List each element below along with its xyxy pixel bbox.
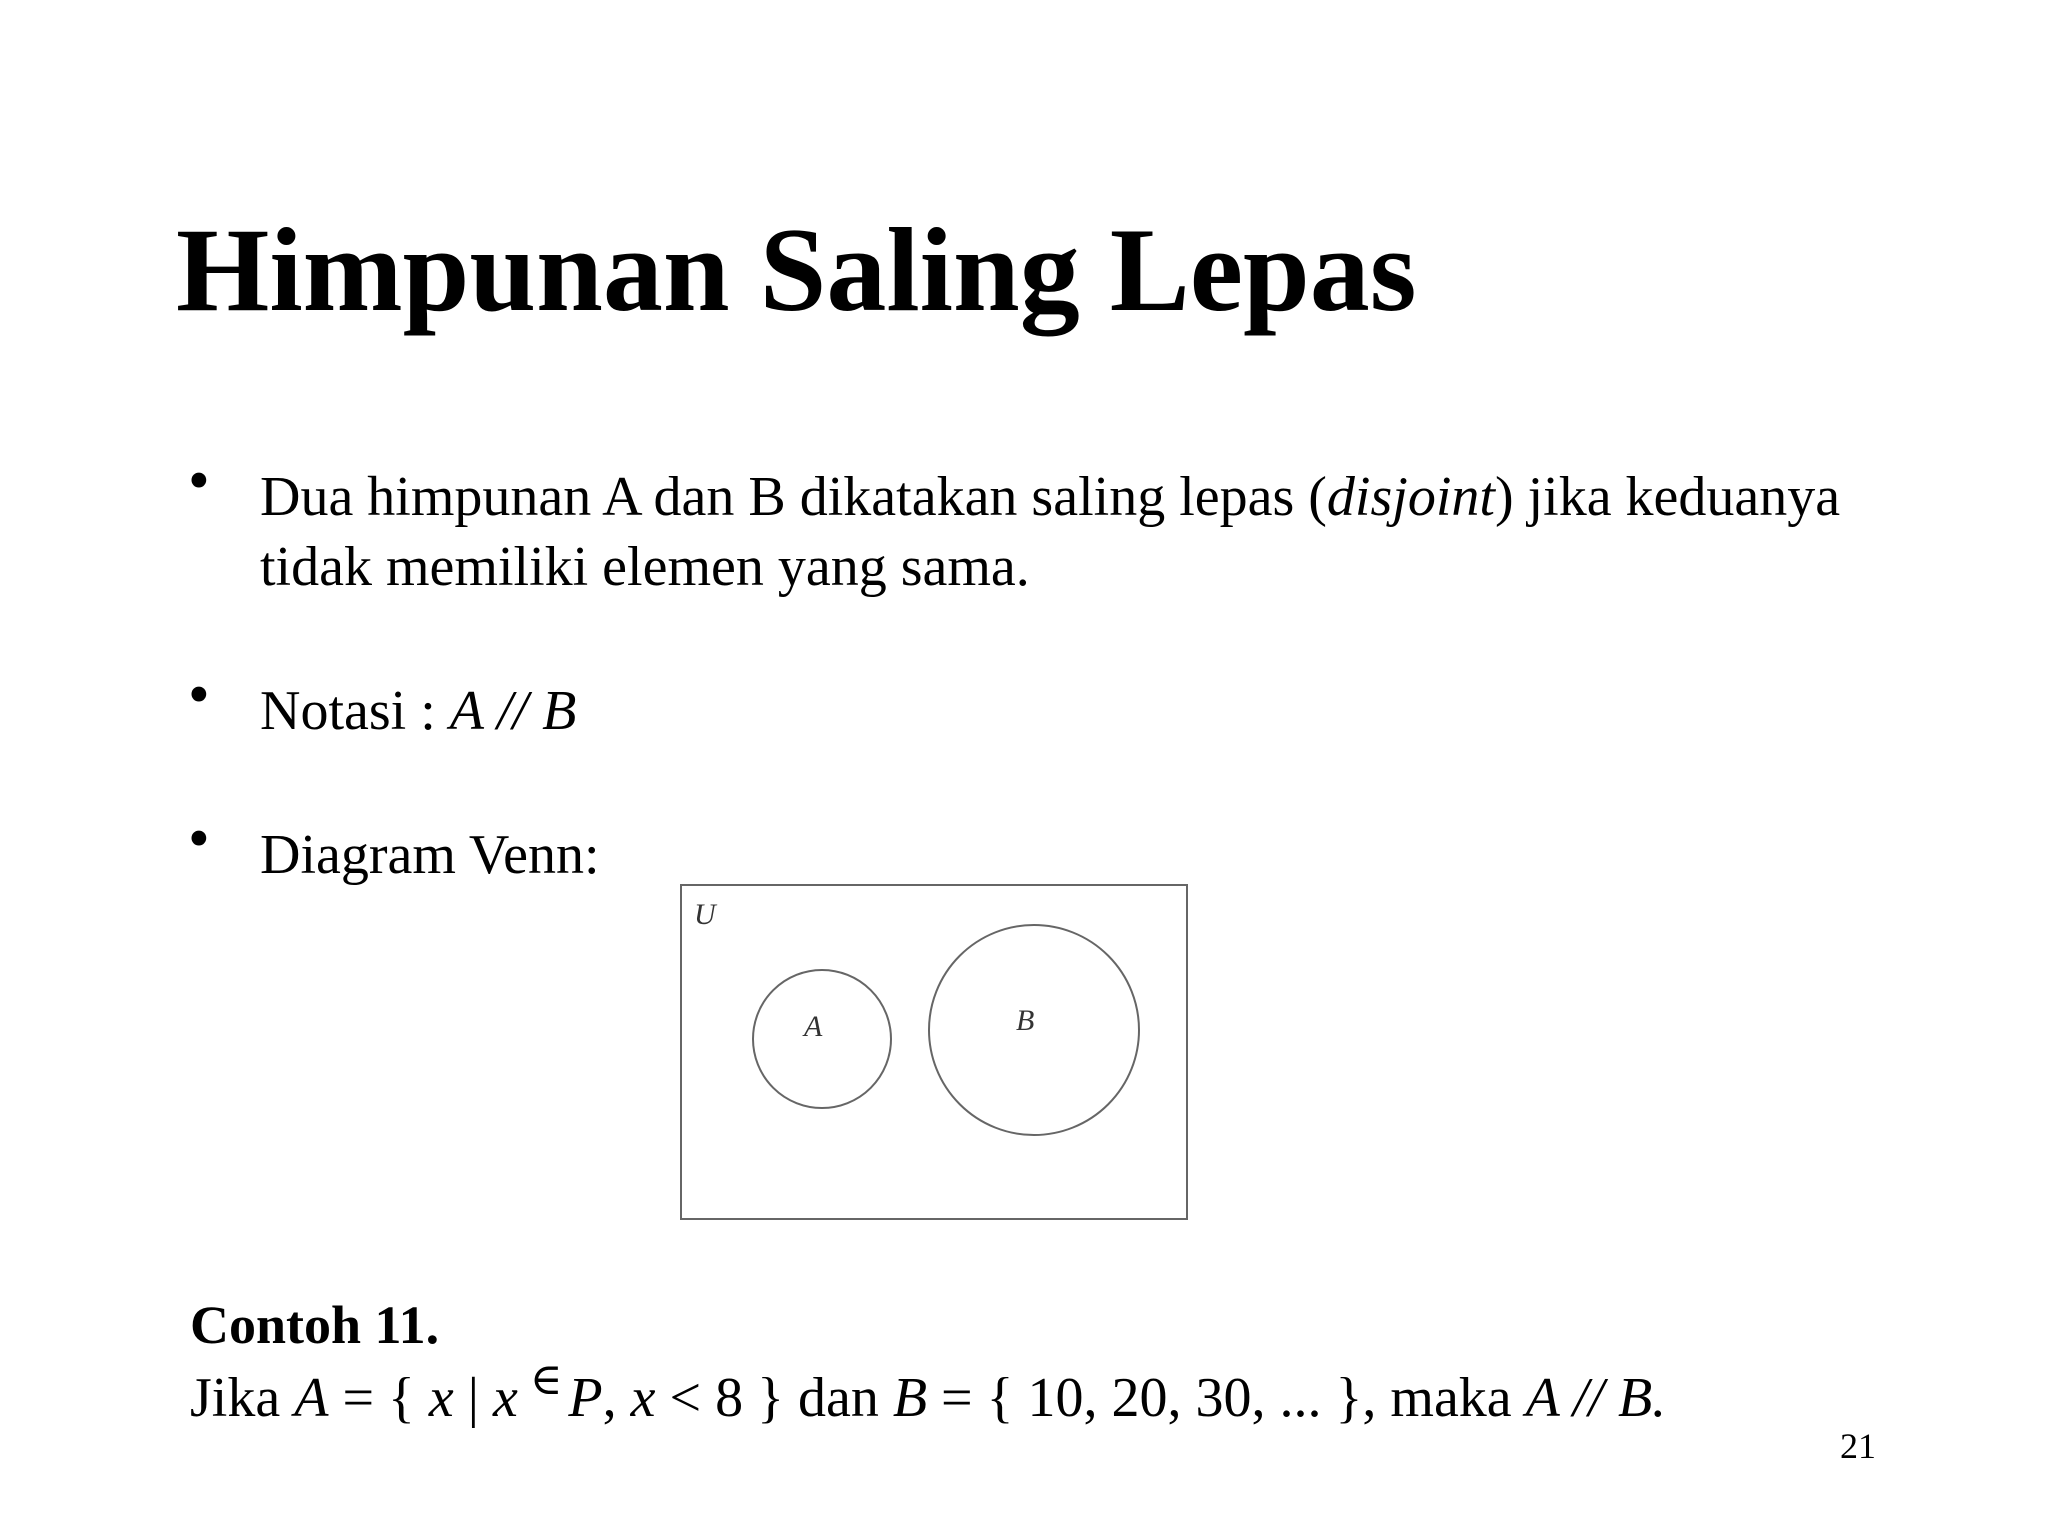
example-text-part: < 8 } dan	[655, 1367, 893, 1429]
example-heading: Contoh 11.	[190, 1295, 440, 1355]
variable-x: x	[630, 1367, 656, 1429]
definition-line-1	[260, 462, 1840, 532]
variable-x: x	[492, 1367, 518, 1429]
bullet-notation	[260, 676, 576, 746]
bullet-venn-caption	[260, 820, 600, 890]
element-of-symbol: ∈	[529, 1354, 563, 1405]
example-text-part: = {	[328, 1367, 429, 1429]
set-p-symbol: P	[568, 1367, 603, 1429]
variable-x: x	[428, 1367, 454, 1429]
bullet-marker: •	[188, 661, 210, 729]
set-a-label: A	[804, 1010, 823, 1043]
notation-formula: A // B	[449, 680, 577, 742]
page-number: 21	[1840, 1426, 1876, 1466]
notation-prefix: Notasi :	[260, 680, 450, 742]
set-b-symbol: B	[892, 1367, 928, 1429]
definition-text-end: ) jika keduanya	[1494, 466, 1841, 528]
definition-text: Dua himpunan A dan B dikatakan saling lepas (	[260, 466, 1327, 528]
example-text-part: ,	[602, 1367, 631, 1429]
disjoint-notation: A // B.	[1525, 1367, 1667, 1429]
example-text-part: = { 10, 20, 30, ... }, maka	[927, 1367, 1526, 1429]
bullet-marker: •	[188, 447, 210, 515]
universe-label: U	[694, 898, 716, 931]
venn-caption-text: Diagram Venn:	[260, 824, 600, 886]
bullet-definition	[260, 462, 1840, 602]
venn-diagram	[680, 884, 1188, 1220]
set-a-symbol: A	[294, 1367, 329, 1429]
set-b-label: B	[1016, 1004, 1035, 1037]
example-jika: Jika	[190, 1367, 295, 1429]
definition-line-2: tidak memiliki elemen yang sama.	[260, 536, 1030, 598]
slide-title: Himpunan Saling Lepas	[176, 203, 1417, 336]
example-statement	[190, 1354, 1667, 1429]
example-text-part: |	[453, 1367, 493, 1429]
definition-term-italic: disjoint	[1326, 466, 1495, 528]
universe-rectangle	[681, 885, 1187, 1219]
bullet-marker: •	[188, 805, 210, 873]
